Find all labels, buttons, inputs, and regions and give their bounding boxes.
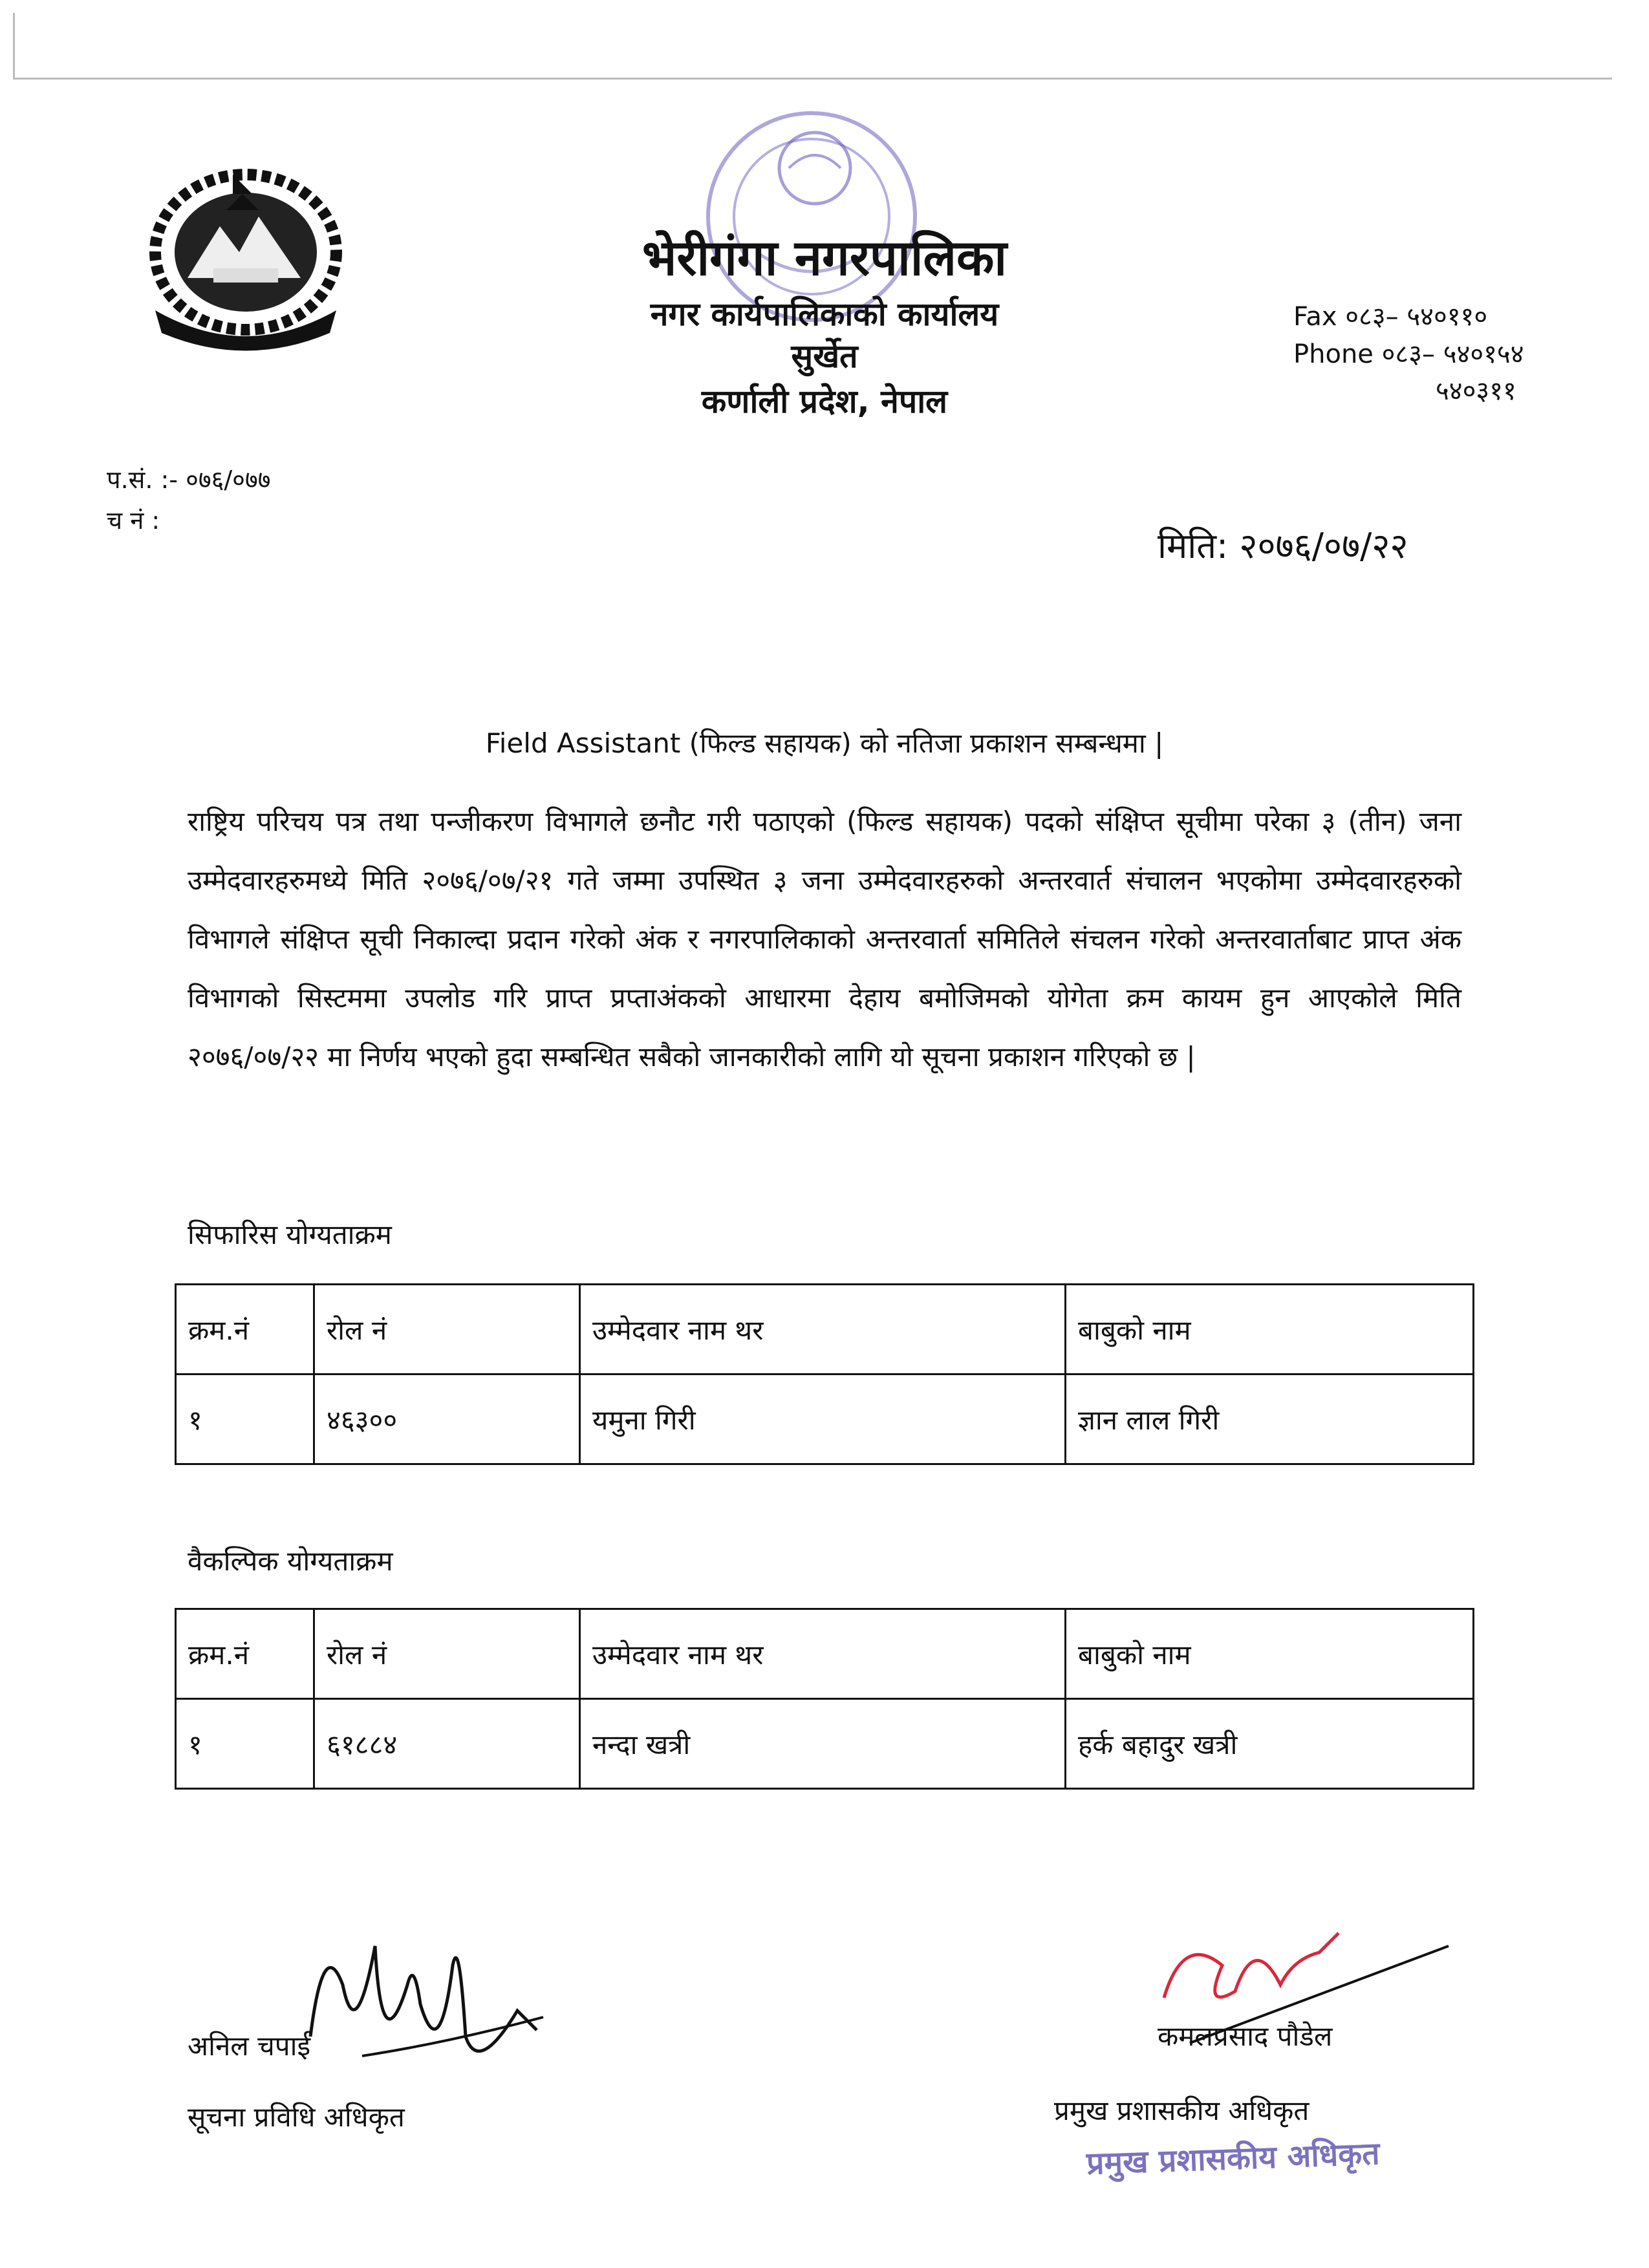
recommended-list-label: सिफारिस योग्यताक्रम [188,1219,392,1250]
header-serial: क्रम.नं [176,1609,314,1699]
cell-serial: १ [176,1375,314,1464]
cell-candidate: नन्दा खत्री [580,1699,1066,1789]
header-candidate: उम्मेदवार नाम थर [580,1285,1066,1375]
notice-body: राष्ट्रिय परिचय पत्र तथा पन्जीकरण विभागले छनौट गरी पठाएको (फिल्ड सहायक) पदको संक्षिप्त सूचीमा परेका ३ (तीन) जना उम्मेदवारहरुमध्ये मिति २०७६/०७/२१ गते जम्मा उपस्थित ३ जना उम्मेदवारहरुको अन्तरवार्त संचालन भएकोमा उम्मेदवारहरुको विभागले संक्षिप्त सूची निकाल्दा प्रदान गरेको अंक र नगरपालिकाको अन्तरवार्ता समितिले संचलन गरेको अन्तरवार्ताबाट प्राप्त अंक विभागको सिस्टममा उपलोड गरि प्राप्त प्रप्ताअंकको आधारमा देहाय बमोजिमको योगेता क्रम कायम हुन आएकोले मिति २०७६/०७/२२ मा निर्णय भएको हुदा सम्बन्धित सबैको जानकारीको लागि यो सूचना प्रकाशन गरिएको छ | [188,806,1461,1073]
alternate-table [175,1608,1474,1790]
left-signature-icon [285,1907,556,2101]
table-header-row [176,1609,1474,1699]
header-roll: रोल नं [314,1285,580,1375]
header-roll: रोल नं [314,1609,580,1699]
table-row [176,1375,1474,1464]
right-signature-icon [1125,1894,1461,2088]
alternate-list-label: वैकल्पिक योग्यताक्रम [188,1545,393,1577]
city-name: सुर्खेत [791,337,858,375]
table-header-row [176,1285,1474,1375]
cell-roll: ६१८८४ [314,1699,580,1789]
notice-date: मिति: २०७६/०७/२२ [1158,526,1408,566]
table-row [176,1699,1474,1789]
cell-serial: १ [176,1699,314,1789]
phone-number-alt: ५४०३११ [1436,376,1516,406]
header-father: बाबुको नाम [1066,1285,1474,1375]
cell-roll: ४६३०० [314,1375,580,1464]
recommended-table [175,1283,1474,1465]
cell-father: ज्ञान लाल गिरी [1066,1375,1474,1464]
header-candidate: उम्मेदवार नाम थर [580,1609,1066,1699]
header-father: बाबुको नाम [1066,1609,1474,1699]
page-title: भेरीगंगा नगरपालिका [641,229,1008,286]
reference-number: प.सं. :- ०७६/०७७ [107,465,271,494]
notice-subject: Field Assistant (फिल्ड सहायक) को नतिजा प्रकाशन सम्बन्धमा | [485,727,1164,759]
dispatch-number: च नं : [107,506,160,535]
fax-number: Fax ०८३– ५४०११० [1293,302,1488,332]
cell-father: हर्क बहादुर खत्री [1066,1699,1474,1789]
phone-number: Phone ०८३– ५४०१५४ [1293,339,1524,369]
province-name: कर्णाली प्रदेश, नेपाल [701,383,948,420]
right-signatory-name: कमलप्रसाद पौडेल [1158,2020,1333,2052]
cell-candidate: यमुना गिरी [580,1375,1066,1464]
left-signatory-title: सूचना प्रविधि अधिकृत [188,2101,405,2133]
officer-stamp: प्रमुख प्रशासकीय अधिकृत [1086,2135,1381,2182]
right-signatory-title: प्रमुख प्रशासकीय अधिकृत [1054,2095,1310,2126]
left-signatory-name: अनिल चपाई [188,2030,311,2062]
office-name: नगर कार्यपालिकाको कार्यालय [650,295,999,333]
scan-edge [13,13,1612,80]
header-serial: क्रम.नं [176,1285,314,1375]
